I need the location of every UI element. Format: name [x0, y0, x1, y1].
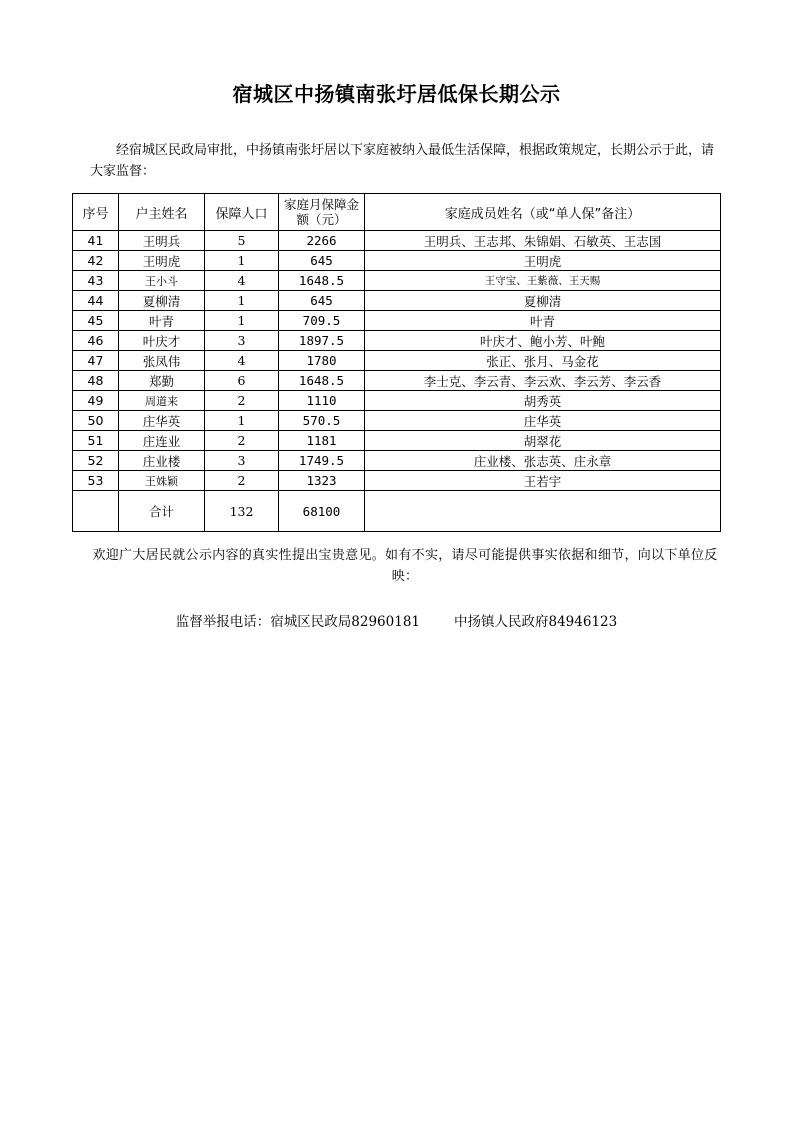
cell-household-head: 王明兵 — [119, 231, 205, 251]
cell-monthly-amount: 1749.5 — [279, 451, 365, 471]
cell-family-members: 张正、张月、马金花 — [365, 351, 721, 371]
cell-no: 53 — [73, 471, 119, 491]
cell-no: 48 — [73, 371, 119, 391]
cell-household-head: 王明虎 — [119, 251, 205, 271]
cell-empty — [73, 491, 119, 532]
cell-family-members: 王明兵、王志邦、朱锦娟、石敏英、王志国 — [365, 231, 721, 251]
table-row — [73, 251, 721, 271]
total-covered-persons: 132 — [205, 491, 279, 532]
cell-monthly-amount: 1648.5 — [279, 271, 365, 291]
cell-family-members: 胡秀英 — [365, 391, 721, 411]
cell-no: 46 — [73, 331, 119, 351]
cell-family-members: 叶青 — [365, 311, 721, 331]
cell-covered-persons: 2 — [205, 431, 279, 451]
cell-household-head: 庄华英 — [119, 411, 205, 431]
cell-household-head: 庄连业 — [119, 431, 205, 451]
cell-household-head: 周道来 — [119, 391, 205, 411]
cell-no: 44 — [73, 291, 119, 311]
cell-covered-persons: 3 — [205, 331, 279, 351]
subsistence-roster-table — [72, 193, 721, 532]
header-covered-persons: 保障人口 — [205, 194, 279, 231]
total-label: 合计 — [119, 491, 205, 532]
cell-family-members: 叶庆才、鲍小芳、叶鲍 — [365, 331, 721, 351]
table-row — [73, 291, 721, 311]
cell-no: 52 — [73, 451, 119, 471]
table-row — [73, 231, 721, 251]
cell-monthly-amount: 570.5 — [279, 411, 365, 431]
cell-family-members: 庄华英 — [365, 411, 721, 431]
cell-household-head: 夏柳清 — [119, 291, 205, 311]
cell-covered-persons: 2 — [205, 471, 279, 491]
cell-family-members: 李士克、李云青、李云欢、李云芳、李云香 — [365, 371, 721, 391]
cell-no: 43 — [73, 271, 119, 291]
table-row — [73, 431, 721, 451]
cell-family-members: 庄业楼、张志英、庄永章 — [365, 451, 721, 471]
cell-empty — [365, 491, 721, 532]
cell-covered-persons: 1 — [205, 411, 279, 431]
cell-monthly-amount: 1897.5 — [279, 331, 365, 351]
town-government-hotline: 中扬镇人民政府84946123 — [454, 614, 618, 630]
page-title: 宿城区中扬镇南张圩居低保长期公示 — [232, 82, 561, 106]
table-row — [73, 391, 721, 411]
table-row — [73, 331, 721, 351]
cell-monthly-amount: 1323 — [279, 471, 365, 491]
cell-household-head: 叶庆才 — [119, 331, 205, 351]
cell-family-members: 王明虎 — [365, 251, 721, 271]
cell-family-members: 王守宝、王紫薇、王天赐 — [365, 271, 721, 291]
table-row — [73, 311, 721, 331]
cell-covered-persons: 6 — [205, 371, 279, 391]
table-row — [73, 411, 721, 431]
cell-no: 51 — [73, 431, 119, 451]
cell-covered-persons: 5 — [205, 231, 279, 251]
cell-household-head: 郑勤 — [119, 371, 205, 391]
table-row — [73, 371, 721, 391]
cell-no: 50 — [73, 411, 119, 431]
cell-covered-persons: 3 — [205, 451, 279, 471]
cell-covered-persons: 4 — [205, 271, 279, 291]
header-no: 序号 — [73, 194, 119, 231]
cell-family-members: 王若宇 — [365, 471, 721, 491]
cell-monthly-amount: 1110 — [279, 391, 365, 411]
table-row — [73, 451, 721, 471]
cell-household-head: 王小斗 — [119, 271, 205, 291]
cell-monthly-amount: 645 — [279, 251, 365, 271]
header-monthly-amount: 家庭月保障金额（元） — [279, 194, 365, 231]
cell-family-members: 夏柳清 — [365, 291, 721, 311]
cell-monthly-amount: 709.5 — [279, 311, 365, 331]
cell-household-head: 庄业楼 — [119, 451, 205, 471]
cell-no: 42 — [73, 251, 119, 271]
cell-covered-persons: 1 — [205, 311, 279, 331]
cell-covered-persons: 4 — [205, 351, 279, 371]
cell-no: 49 — [73, 391, 119, 411]
header-family-members: 家庭成员姓名（或“单人保”备注） — [365, 194, 721, 231]
cell-monthly-amount: 1780 — [279, 351, 365, 371]
contact-line — [0, 610, 793, 630]
table-row — [73, 351, 721, 371]
cell-family-members: 胡翠花 — [365, 431, 721, 451]
closing-paragraph: 欢迎广大居民就公示内容的真实性提出宝贵意见。如有不实，请尽可能提供事实依据和细节，向以下单位反映： — [92, 548, 718, 584]
cell-household-head: 张凤伟 — [119, 351, 205, 371]
intro-paragraph: 经宿城区民政局审批，中扬镇南张圩居以下家庭被纳入最低生活保障，根据政策规定，长期公示于此，请大家监督： — [90, 143, 715, 179]
table-row — [73, 471, 721, 491]
cell-household-head: 王姝颖 — [119, 471, 205, 491]
total-row — [73, 491, 721, 532]
cell-monthly-amount: 1181 — [279, 431, 365, 451]
cell-no: 41 — [73, 231, 119, 251]
cell-no: 47 — [73, 351, 119, 371]
cell-covered-persons: 2 — [205, 391, 279, 411]
cell-monthly-amount: 1648.5 — [279, 371, 365, 391]
cell-covered-persons: 1 — [205, 291, 279, 311]
cell-covered-persons: 1 — [205, 251, 279, 271]
cell-monthly-amount: 2266 — [279, 231, 365, 251]
table-row — [73, 271, 721, 291]
header-household-head: 户主姓名 — [119, 194, 205, 231]
table-header-row — [73, 194, 721, 231]
cell-household-head: 叶青 — [119, 311, 205, 331]
cell-monthly-amount: 645 — [279, 291, 365, 311]
total-monthly-amount: 68100 — [279, 491, 365, 532]
civil-affairs-hotline: 监督举报电话：宿城区民政局82960181 — [175, 614, 420, 630]
cell-no: 45 — [73, 311, 119, 331]
